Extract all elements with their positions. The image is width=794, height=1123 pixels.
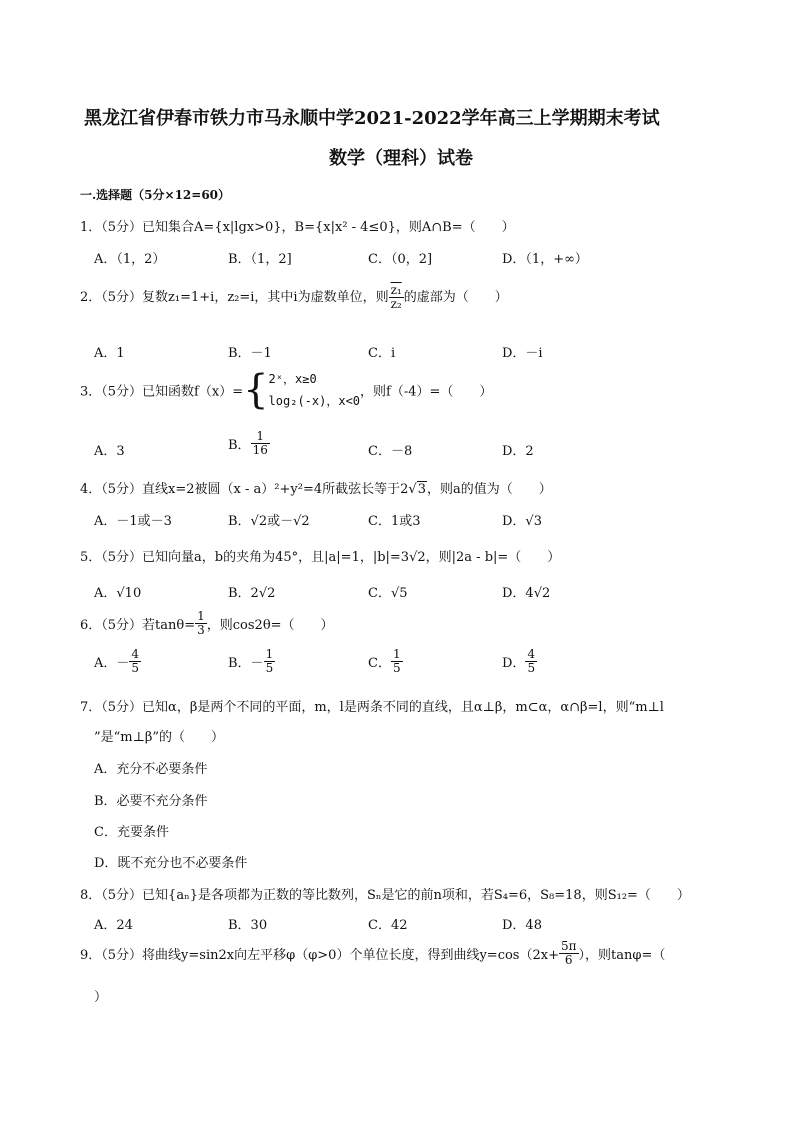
- question-4: [80, 478, 552, 497]
- q1-option-b: B．（1，2]: [228, 252, 292, 267]
- q1-option-d: D．（1，+∞）: [502, 252, 588, 267]
- q3-option-c: C．－8: [368, 444, 413, 459]
- q6-option-a: [94, 648, 141, 675]
- q6-option-b: [228, 648, 275, 675]
- sqrt-sign: √: [408, 482, 417, 497]
- q2-option-c: C．i: [368, 346, 396, 361]
- q6-option-d: [502, 648, 537, 675]
- question-number: 2．（5分）: [80, 290, 143, 306]
- q5-option-d: D．4√2: [502, 586, 551, 601]
- question-text: 若tanθ=: [142, 618, 196, 634]
- fraction-numerator: 5π: [560, 939, 577, 953]
- option-label: A．－: [94, 656, 130, 672]
- option-label: C．: [368, 656, 391, 672]
- q4-option-c: C．1或3: [368, 514, 421, 529]
- question-number: 7．（5分）: [80, 700, 143, 715]
- question-9: [80, 940, 665, 967]
- q8-option-c: C．42: [368, 918, 408, 933]
- q5-option-b: B．2√2: [228, 586, 276, 601]
- question-text: 直线x=2被圆（x - a）²+y²=4所截弦长等于2: [142, 482, 409, 497]
- fraction-numerator: 1: [251, 430, 270, 444]
- fraction: [264, 648, 276, 675]
- question-text: 已知集合A={x|lgx>0}，B={x|x² - 4≤0}，则A∩B=（ ）: [142, 220, 515, 235]
- question-text-tail: ，则f（-4）=（ ）: [360, 384, 493, 400]
- question-text-tail: 的虚部为（ ）: [403, 290, 508, 306]
- fraction: [195, 610, 207, 637]
- question-9-continued: ）: [94, 990, 108, 1005]
- q8-option-d: D．48: [502, 918, 542, 933]
- q8-option-b: B．30: [228, 918, 268, 933]
- fraction-denominator: 6: [564, 953, 573, 968]
- fraction-denominator: 5: [527, 661, 536, 676]
- q5-option-c: C．√5: [368, 586, 408, 601]
- q3-option-d: D．2: [502, 444, 534, 459]
- question-number: 6．（5分）: [80, 618, 143, 634]
- fraction-denominator: 16: [252, 443, 268, 458]
- q2-option-a: A．1: [94, 346, 125, 361]
- question-text: 已知向量a，b的夹角为45°，且|a|=1，|b|=3√2，则|2a - b|=（ ）: [142, 550, 561, 565]
- q4-option-d: D．√3: [502, 514, 542, 529]
- question-text-tail: ，则a的值为（ ）: [426, 482, 552, 497]
- fraction-denominator: z₂: [390, 297, 402, 312]
- q7-option-b: B．必要不充分条件: [94, 794, 208, 809]
- sqrt-value: 3: [417, 482, 426, 497]
- q1-option-a: A．（1，2）: [94, 252, 166, 267]
- page-subtitle: 数学（理科）试卷: [329, 148, 473, 169]
- question-7: [80, 696, 664, 715]
- question-number: 3．（5分）: [80, 384, 143, 400]
- fraction-numerator: 1: [265, 647, 274, 661]
- fraction: [525, 648, 537, 675]
- question-5: [80, 546, 560, 565]
- question-number: 5．（5分）: [80, 550, 143, 565]
- fraction: [251, 430, 270, 457]
- question-6: [80, 610, 334, 637]
- fraction: [389, 284, 404, 311]
- question-number: 9．（5分）: [80, 948, 143, 964]
- question-text: 将曲线y=sin2x向左平移φ（φ>0）个单位长度，得到曲线y=cos（2x+: [142, 948, 559, 964]
- fraction: [391, 648, 403, 675]
- q2-option-d: D．－i: [502, 346, 543, 361]
- fraction: [129, 648, 141, 675]
- fraction-denominator: 5: [131, 661, 140, 676]
- piecewise-case-2: log₂(-x)，x<0: [268, 394, 361, 408]
- option-label: B．: [228, 438, 251, 454]
- fraction-numerator: 1: [197, 609, 205, 623]
- fraction: [559, 940, 579, 967]
- q2-option-b: B．－1: [228, 346, 272, 361]
- piecewise-cases: [269, 368, 360, 412]
- q1-option-c: C．（0，2]: [368, 252, 433, 267]
- fraction-numerator: 1: [392, 647, 401, 661]
- q5-option-a: A．√10: [94, 586, 142, 601]
- q6-option-c: [368, 648, 403, 675]
- q4-option-b: B．√2或－√2: [228, 514, 310, 529]
- page-title: 黑龙江省伊春市铁力市马永顺中学2021-2022学年高三上学期期末考试: [84, 108, 660, 129]
- question-text-tail: ，则cos2θ=（ ）: [206, 618, 334, 634]
- q3-option-a: A．3: [94, 444, 125, 459]
- q7-option-c: C．充要条件: [94, 825, 169, 840]
- question-7-continued: ”是“m⊥β”的（ ）: [94, 730, 225, 745]
- fraction-denominator: 5: [392, 661, 401, 676]
- q8-option-a: A．24: [94, 918, 133, 933]
- option-label: D．: [502, 656, 526, 672]
- q7-option-a: A．充分不必要条件: [94, 762, 208, 777]
- question-8: [80, 884, 690, 903]
- q3-option-b: [228, 430, 270, 457]
- fraction-numerator: 4: [527, 647, 536, 661]
- question-text-tail: ），则tanφ=（: [578, 948, 666, 964]
- fraction-numerator: 4: [131, 647, 140, 661]
- section-heading: 一.选择题（5分×12=60）: [80, 188, 231, 202]
- fraction-numerator: z₁: [390, 283, 402, 297]
- question-1: [80, 216, 515, 235]
- question-number: 8．（5分）: [80, 888, 143, 903]
- question-2: [80, 284, 508, 311]
- fraction-denominator: 3: [197, 623, 205, 638]
- fraction-denominator: 5: [265, 661, 274, 676]
- piecewise-case-1: 2ˣ，x≥0: [268, 372, 317, 386]
- question-number: 1．（5分）: [80, 220, 143, 235]
- question-number: 4．（5分）: [80, 482, 143, 497]
- question-text: 已知α，β是两个不同的平面，m，l是两条不同的直线，且α⊥β，m⊂α，α∩β=l，则“m⊥l: [142, 700, 664, 715]
- question-3: [80, 368, 492, 412]
- option-label: B．－: [228, 656, 264, 672]
- question-text: 已知{aₙ}是各项都为正数的等比数列，Sₙ是它的前n项和，若S₄=6，S₈=18，则S₁₂=（ ）: [142, 888, 690, 903]
- q4-option-a: A．－1或－3: [94, 514, 172, 529]
- q7-option-d: D．既不充分也不必要条件: [94, 856, 248, 871]
- brace: {: [243, 367, 269, 413]
- question-text: 已知函数f（x）=: [142, 384, 244, 400]
- question-text: 复数z₁=1+i，z₂=i，其中i为虚数单位，则: [142, 290, 389, 306]
